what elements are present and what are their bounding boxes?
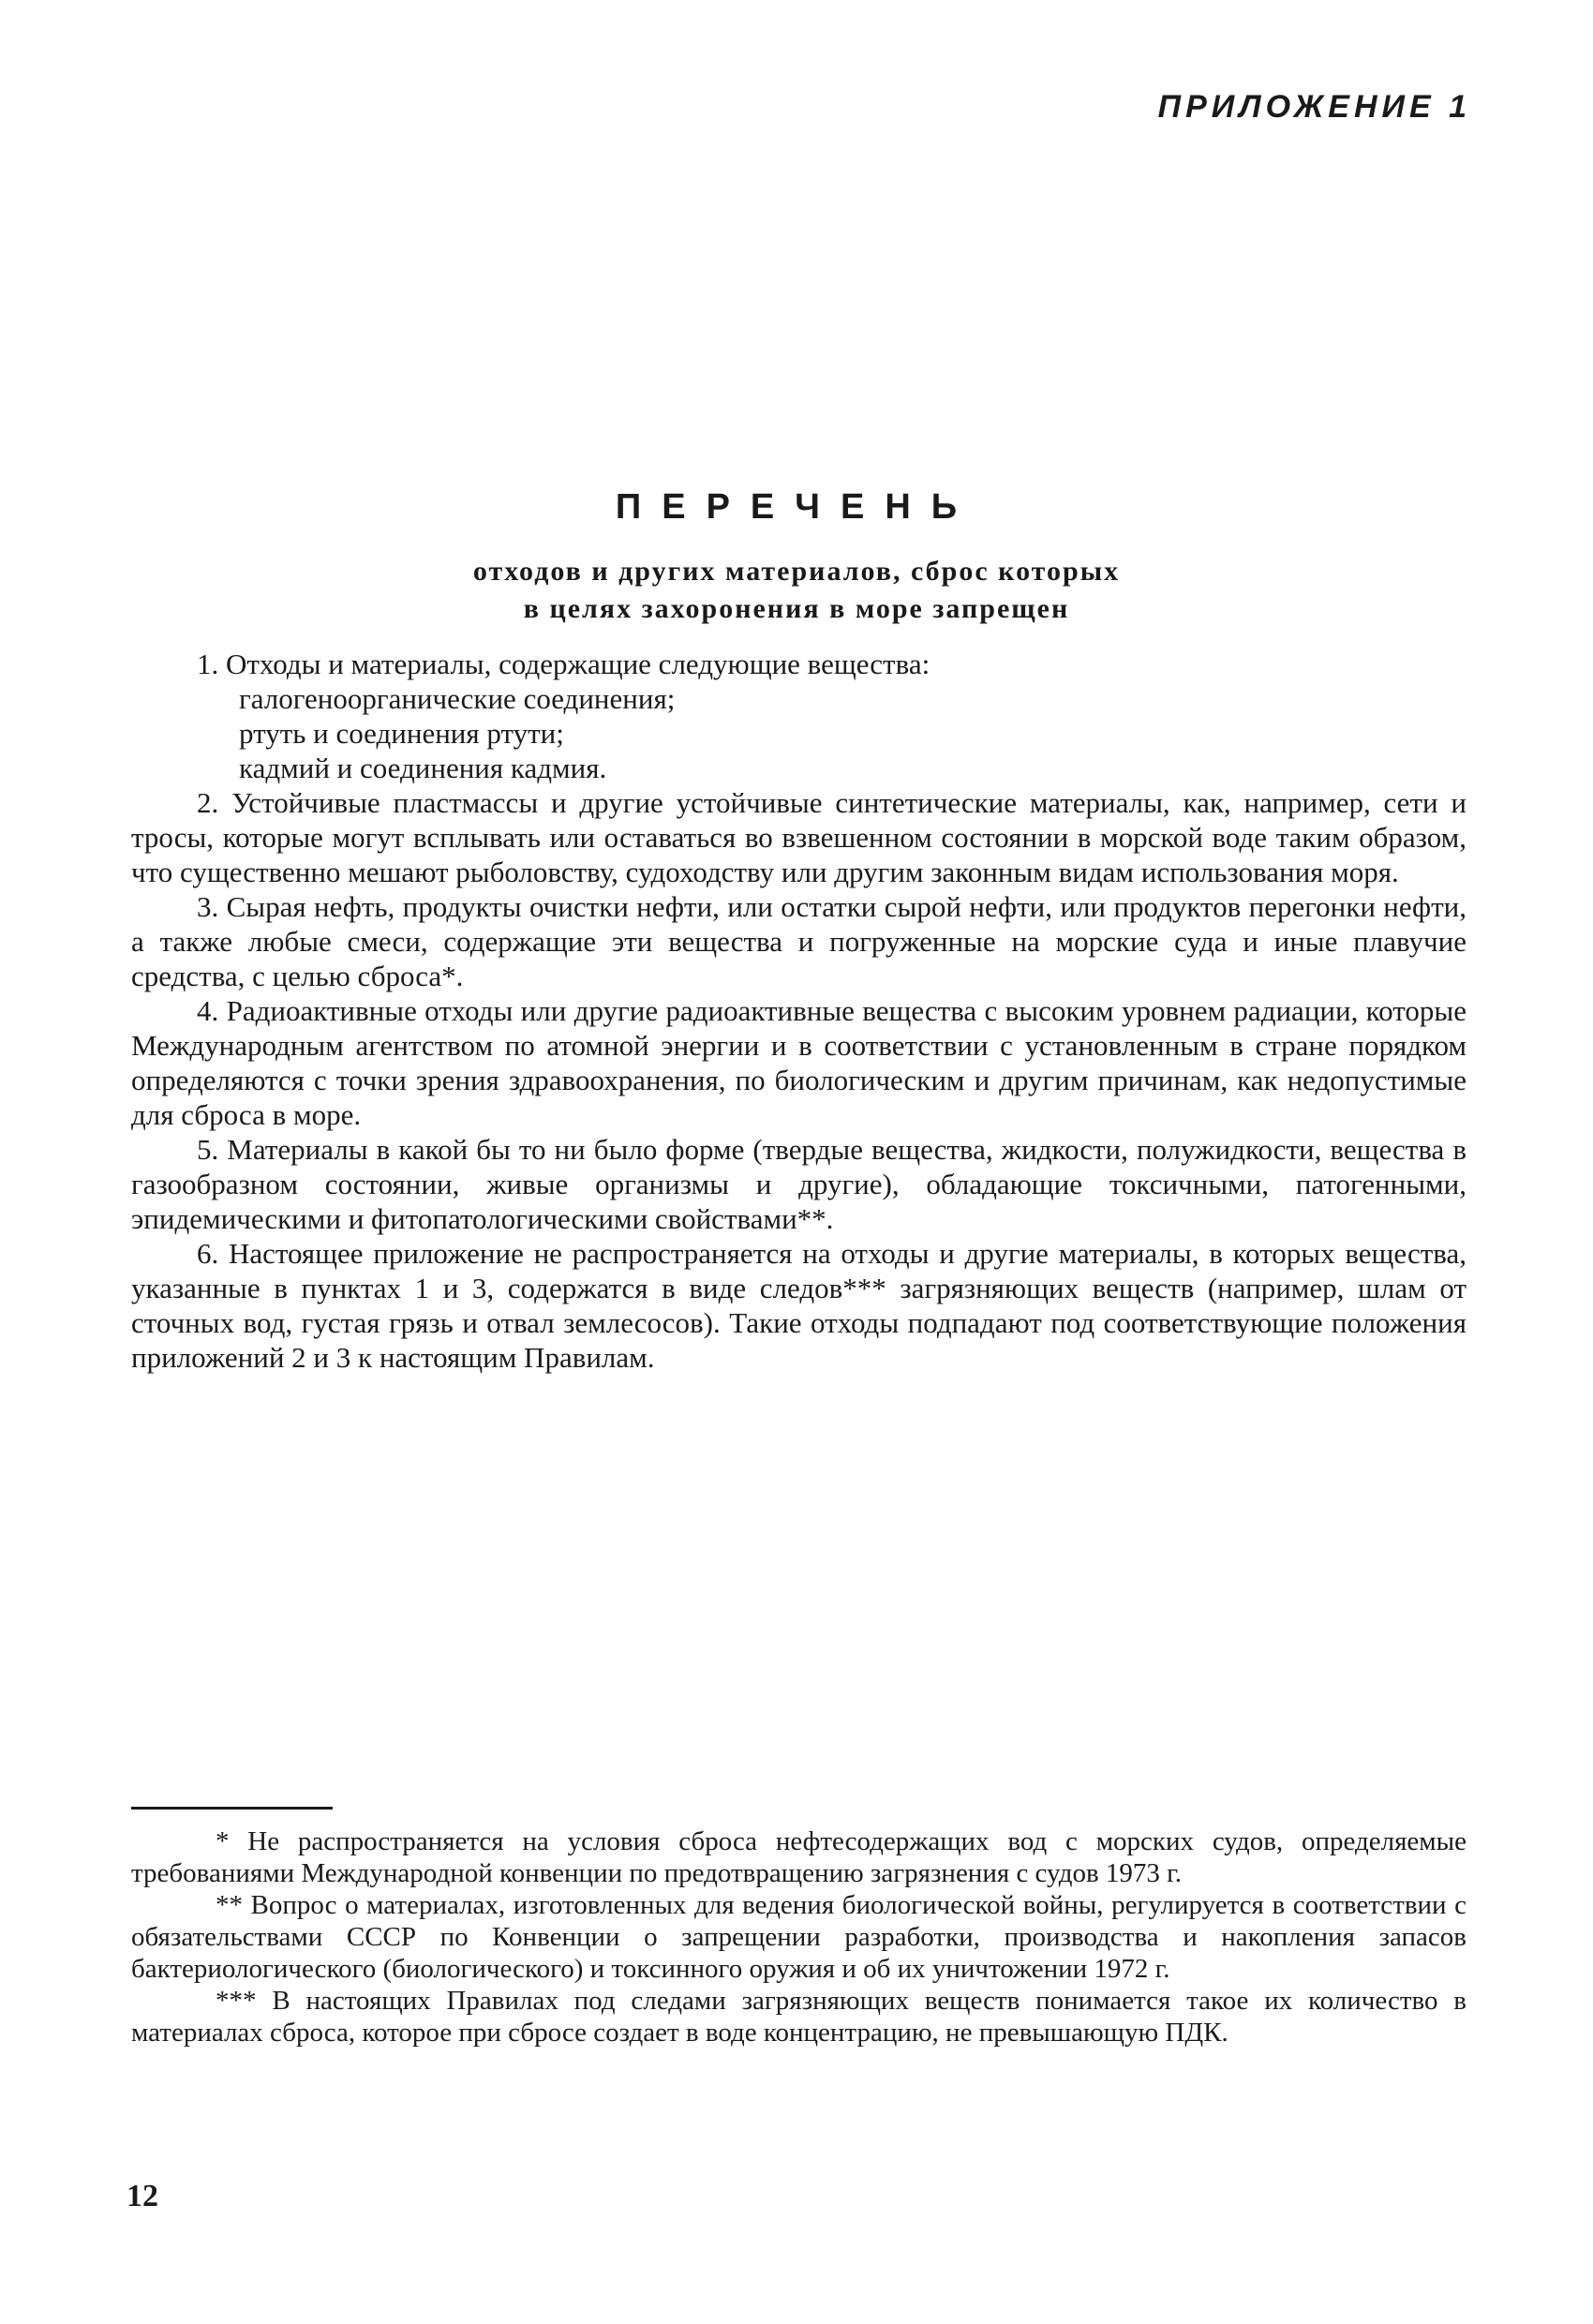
footnotes — [131, 1825, 1466, 2048]
document-subtitle — [0, 553, 1593, 628]
subtitle-line-1: отходов и других материалов, сброс которых — [472, 556, 1121, 587]
page-number: 12 — [127, 2179, 158, 2213]
item-5: 5. Материалы в какой бы то ни было форме (твердые вещества, жидкости, полужидкости, вещества в газообразном состоянии, живые организмы и другие), обладающие токсичными, патогенными, эпидемическими и фитопатологическими свойствами**. — [131, 1133, 1466, 1235]
appendix-label: ПРИЛОЖЕНИЕ 1 — [1157, 89, 1471, 125]
footnote-1: * Не распространяется на условия сброса нефтесодержащих вод с морских судов, определяемые требованиями Международной конвенции по предотвращению загрязнения с судов 1973 г. — [131, 1826, 1466, 1888]
item-1-substance-2: ртуть и соединения ртути; — [239, 717, 564, 750]
subtitle-line-2: в целях захоронения в море запрещен — [523, 593, 1070, 624]
document-title: ПЕРЕЧЕНЬ — [615, 487, 978, 527]
item-6: 6. Настоящее приложение не распространяется на отходы и другие материалы, в которых вещества, указанные в пунктах 1 и 3, содержатся в виде следов*** загрязняющих веществ (например, шлам от сточных вод, густая грязь и отвал землесосов). Такие отходы подпадают под соответствующие положения приложений 2 и 3 к настоящим Правилам. — [131, 1237, 1466, 1374]
item-3: 3. Сырая нефть, продукты очистки нефти, или остатки сырой нефти, или продуктов перегонки нефти, а также любые смеси, содержащие эти вещества и погруженные на морские суда и иные плавучие средства, с целью сброса*. — [131, 890, 1466, 992]
item-1-substance-1: галогеноорганические соединения; — [239, 682, 676, 715]
item-4: 4. Радиоактивные отходы или другие радиоактивные вещества с высоким уровнем радиации, которые Международным агентством по атомной энергии и в соответствии с установленным в стране порядком определяются с точки зрения здравоохранения, по биологическим и другим причинам, как недопустимые для сброса в море. — [131, 994, 1466, 1131]
footnote-divider — [131, 1807, 333, 1810]
footnote-3: *** В настоящих Правилах под следами загрязняющих веществ понимается такое их количество в материалах сброса, которое при сбросе создает в воде концентрацию, не превышающую ПДК. — [131, 1986, 1466, 2048]
item-1-substance-3: кадмий и соединения кадмия. — [239, 752, 607, 784]
item-1-intro: 1. Отходы и материалы, содержащие следующие вещества: — [197, 648, 930, 680]
footnote-2: ** Вопрос о материалах, изготовленных для ведения биологической войны, регулируется в соответствии с обязательствами СССР по Конвенции о запрещении разработки, производства и накопления запасов бактериологического (биологического) и токсинного оружия и об их уничтожении 1972 г. — [131, 1890, 1466, 1984]
document-body — [131, 647, 1466, 1375]
item-2: 2. Устойчивые пластмассы и другие устойчивые синтетические материалы, как, например, сети и тросы, которые могут всплывать или оставаться во взвешенном состоянии в морской воде таким образом, что существенно мешают рыболовству, судоходству или другим законным видам использования моря. — [131, 786, 1466, 888]
